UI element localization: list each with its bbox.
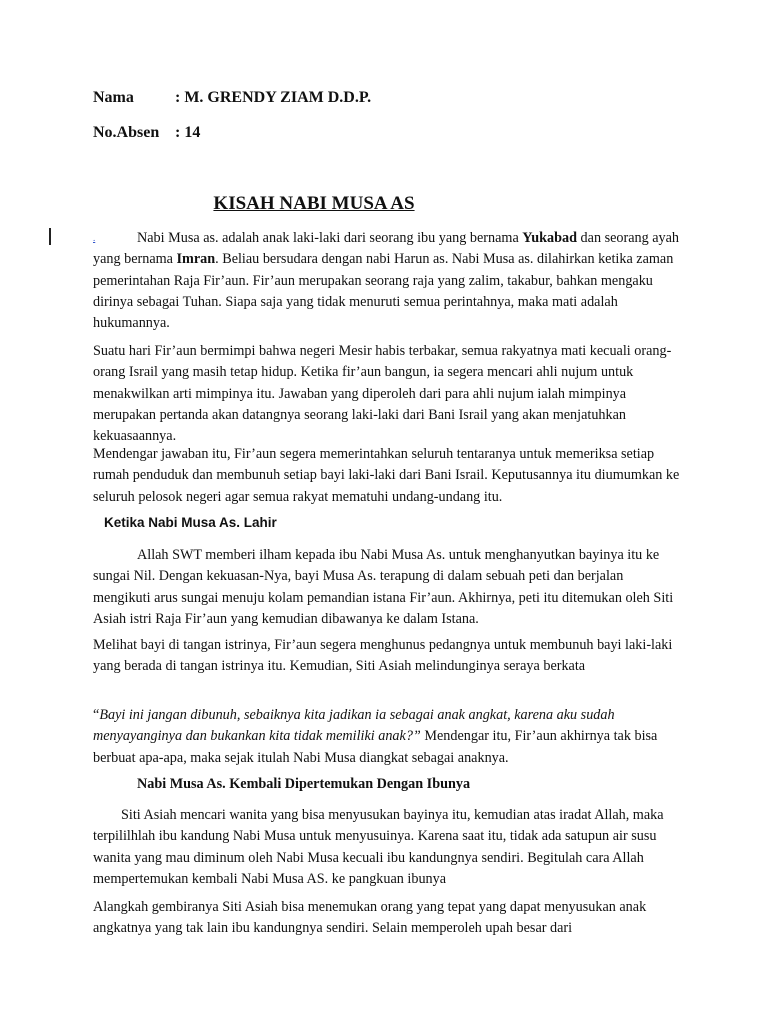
paragraph-3: Mendengar jawaban itu, Fir’aun segera memerintahkan seluruh tentaranya untuk memeriksa setiap rumah penduduk dan membunuh setiap bayi laki-laki dari Bani Israil. Keputusannya itu diumumkan ke seluruh pelosok negeri agar semua rakyat mematuhi undang-undang itu. — [93, 446, 680, 505]
p6-quote-italic: Bayi ini jangan dibunuh, sebaiknya kita jadikan ia sebagai anak angkat, karena aku sudah menyayanginya dan bukankan kita tidak memiliki anak?” — [93, 707, 615, 745]
p1-text-a: Nabi Musa as. adalah anak laki-laki dari seorang ibu yang bernama — [137, 230, 523, 246]
p6-open-quote: “ — [93, 707, 100, 723]
absen-value: : 14 — [175, 124, 201, 141]
name-row — [93, 89, 371, 107]
paragraph-5: Melihat bayi di tangan istrinya, Fir’aun segera menghunus pedangnya untuk membunuh bayi laki-laki yang berada di tangan istrinya itu. Kemudian, Siti Asiah melindunginya seraya berkata — [93, 637, 673, 675]
p1-father-name: Imran — [176, 251, 216, 268]
text-cursor[interactable] — [49, 228, 51, 245]
paragraph-4 — [93, 545, 683, 630]
p1-mother-name: Yukabad — [522, 230, 577, 246]
subheading-reunion: Nabi Musa As. Kembali Dipertemukan Dengan Ibunya — [137, 776, 471, 792]
name-label: Nama — [93, 89, 134, 106]
p7-text: Siti Asiah mencari wanita yang bisa menyusukan bayinya itu, kemudian atas iradat Allah, maka terpililhlah ibu kandung Nabi Musa untuk menyusuinya. Karena saat itu, tidak ada satupun air susu wanita yang mau diminum oleh Nabi Musa kecuali ibu kandungnya sendiri. Begitulah cara Allah mempertemukan kembali Nabi Musa AS. ke pangkuan ibunya — [93, 807, 664, 887]
subheading-birth: Ketika Nabi Musa As. Lahir — [104, 515, 277, 530]
p4-text: Allah SWT memberi ilham kepada ibu Nabi Musa As. untuk menghanyutkan bayinya itu ke sungai Nil. Dengan kekuasan-Nya, bayi Musa As. terapung di dalam sebuah peti dan berjalan mengikuti arus sungai menuju kolam pemandian istana Fir’aun. Akhirnya, peti itu ditemukan oleh Siti Asiah istri Raja Fir’aun yang kemudian dibawanya ke dalam Istana. — [93, 547, 674, 627]
p1-text-e: . Beliau bersudara dengan nabi Harun as. Nabi Musa as. dilahirkan ketika zaman pemerintahan Raja Fir’aun. Fir’aun merupakan seorang raja yang zalim, takabur, bahkan mengaku dirinya sebagai Tuhan. Siapa saja yang tidak menuruti semua perintahnya, maka mati adalah hukumannya. — [93, 251, 674, 332]
absen-row — [93, 124, 200, 142]
p1-text-c: dan seorang ayah yang bernama — [93, 230, 680, 268]
paragraph-6 — [93, 705, 683, 769]
paragraph-2: Suatu hari Fir’aun bermimpi bahwa negeri Mesir habis terbakar, semua rakyatnya mati kecuali orang-orang Israil yang masih tetap hidup. Ketika fir’aun bangun, ia segera mencari ahli nujum untuk menakwilkan arti mimpinya itu. Jawaban yang diperoleh dari para ahli nujum ialah mimpinya merupakan pertanda akan datangnya seorang laki-laki dari Bani Israil yang akan menjatuhkan kekuasaannya. — [93, 343, 672, 445]
paragraph-1 — [93, 228, 683, 334]
document-title — [0, 193, 768, 215]
absen-label: No.Absen — [93, 124, 160, 141]
title-text: KISAH NABI MUSA AS — [213, 193, 415, 214]
p6-rest: Mendengar itu, Fir’aun akhirnya tak bisa berbuat apa-apa, maka sejak itulah Nabi Musa diangkat sebagai anaknya. — [93, 728, 658, 766]
paragraph-7 — [93, 805, 683, 890]
anchor-link[interactable]: . — [93, 233, 96, 243]
paragraph-8: Alangkah gembiranya Siti Asiah bisa menemukan orang yang tepat yang dapat menyusukan anak angkatnya yang tak lain ibu kandungnya sendiri. Selain memperoleh upah besar dari — [93, 899, 647, 937]
name-value: : M. GRENDY ZIAM D.D.P. — [175, 89, 372, 106]
